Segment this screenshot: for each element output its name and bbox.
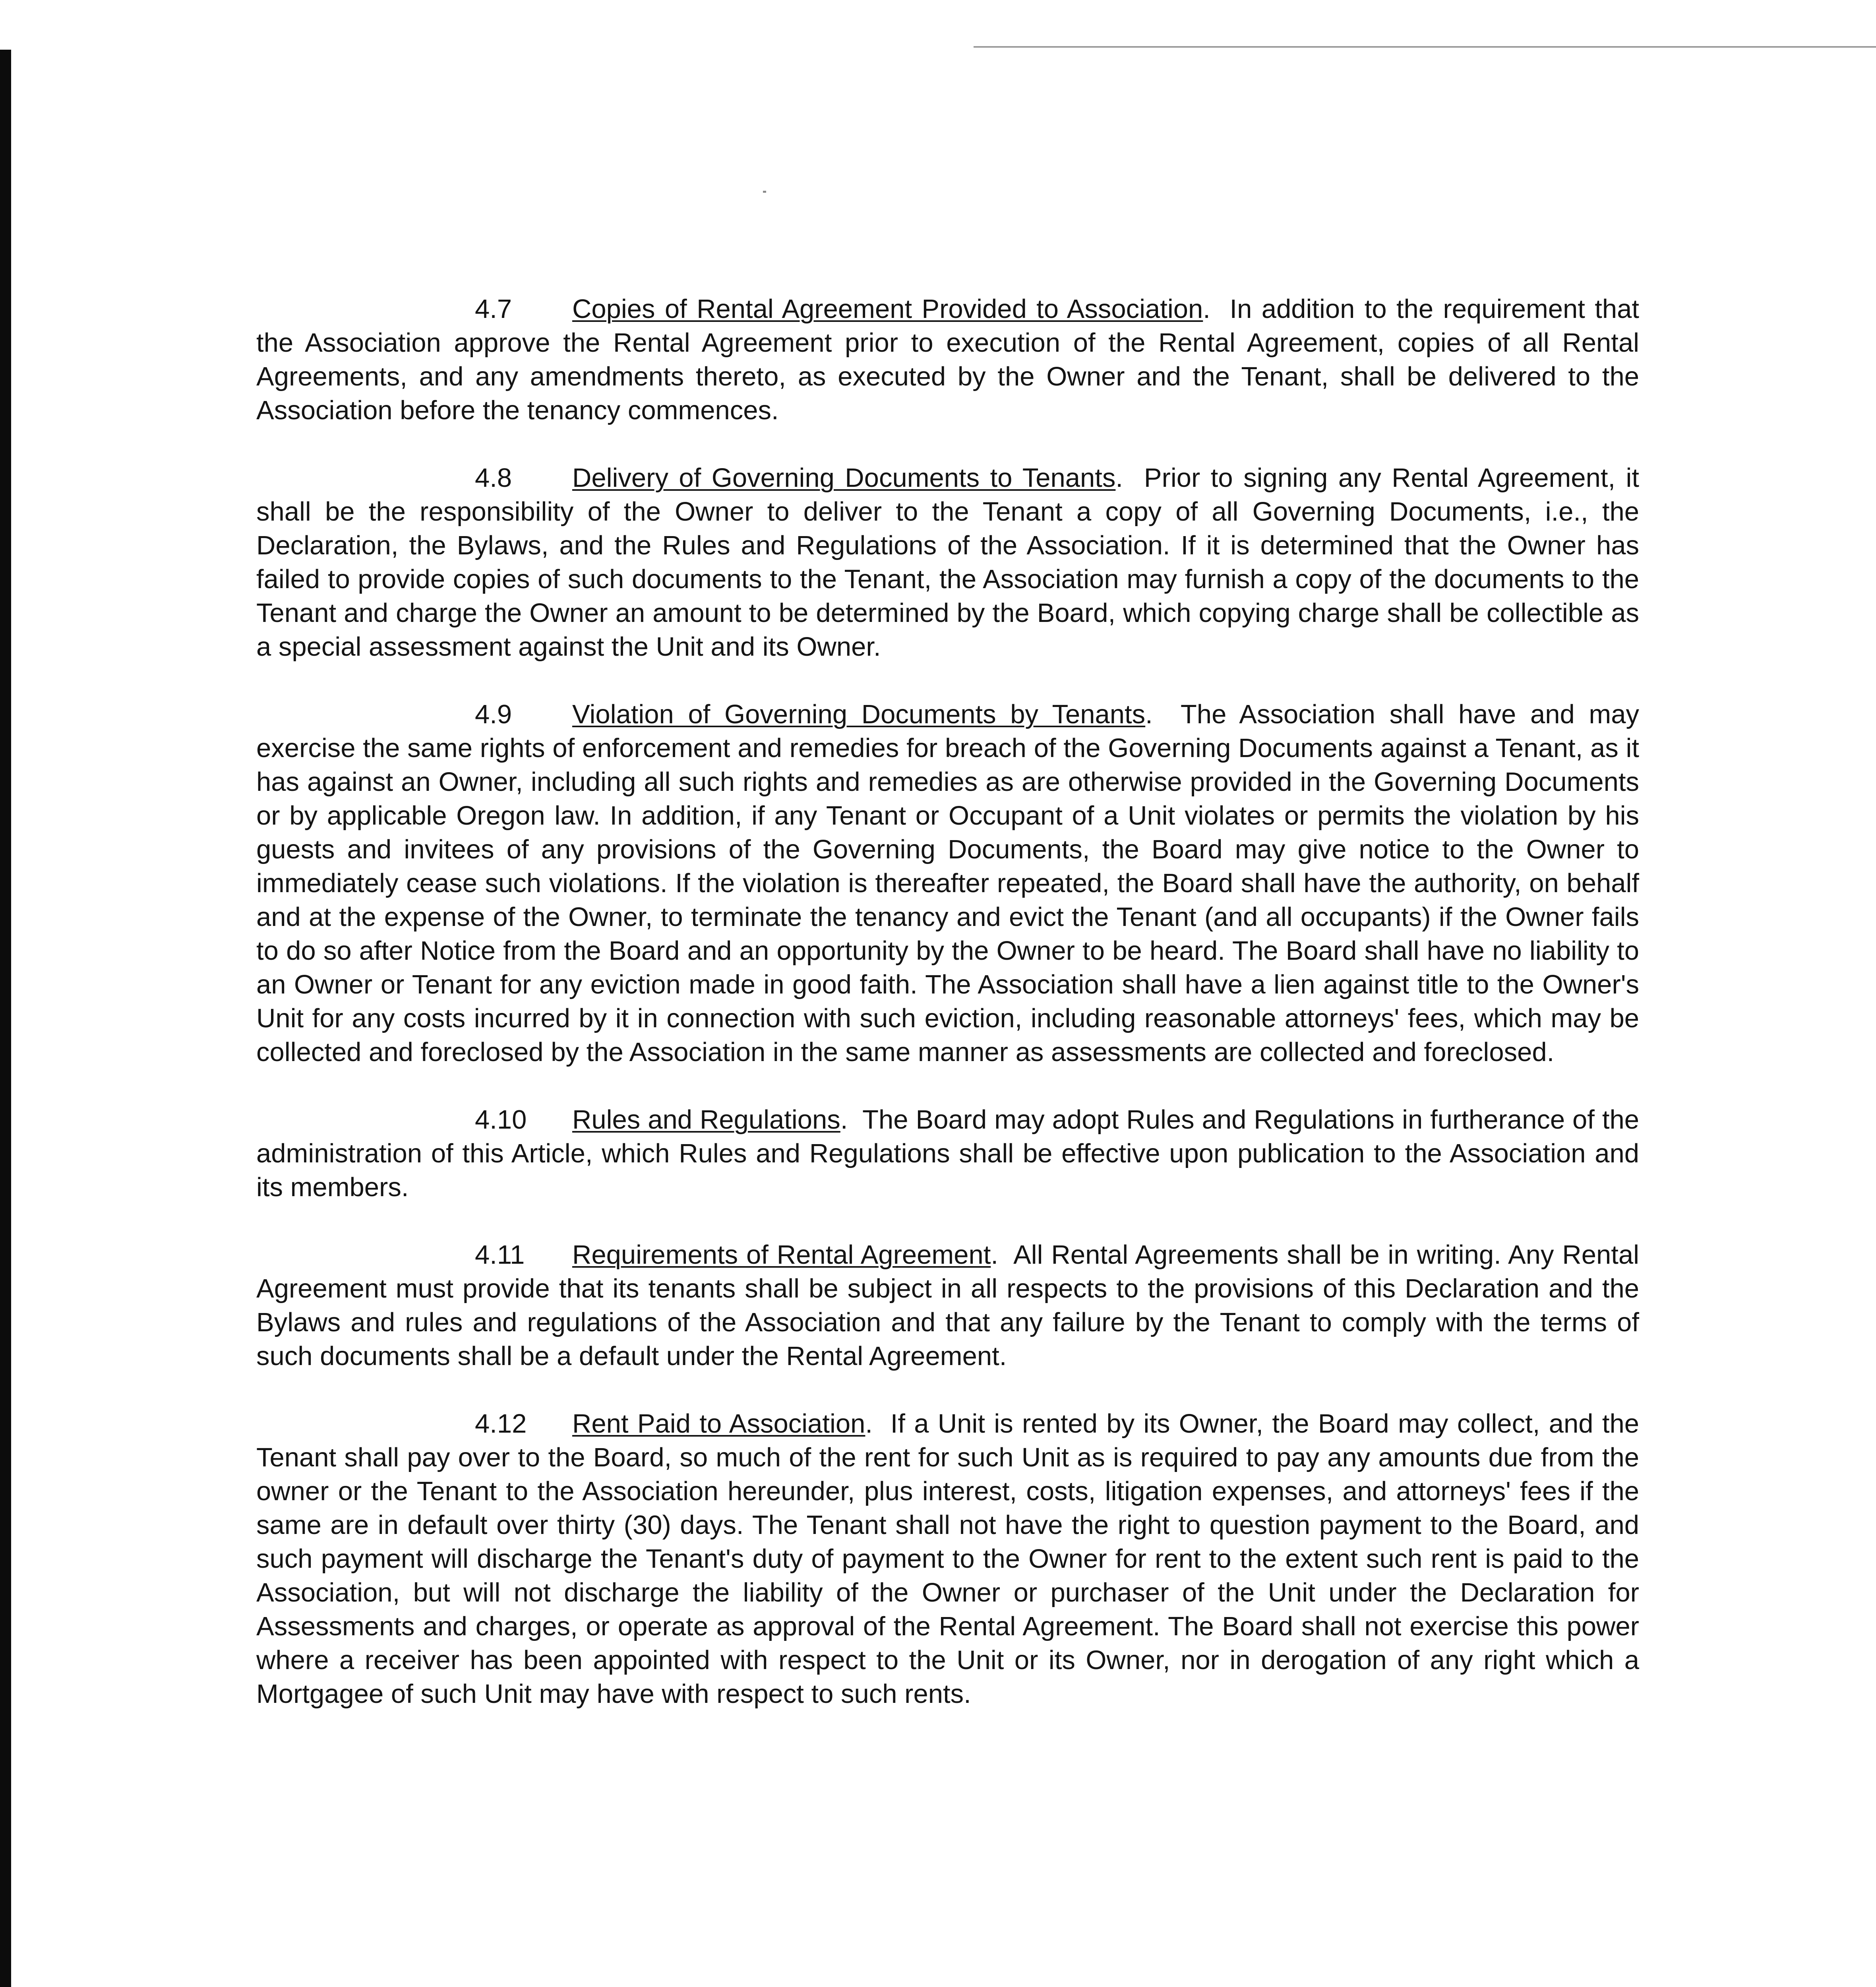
section-number: 4.12 [475, 1409, 527, 1439]
section-4-10: 4.10 Rules and Regulations. The Board may adopt Rules and Regulations in furtherance of the administration of this Article, which Rules and Regulations shall be effective upon publication to the Association and its members. [256, 1103, 1639, 1204]
section-title: Copies of Rental Agreement Provided to Association [572, 294, 1203, 324]
section-text: In addition to the requirement that the Association approve the Rental Agreement prior to execution of the Rental Agreement, copies of all Rental Agreements, and any amendments thereto, as executed by the Owner and the Tenant, shall be delivered to the Association before the tenancy commences. [256, 294, 1639, 425]
section-4-8: 4.8 Delivery of Governing Documents to Tenants. Prior to signing any Rental Agreement, it shall be the responsibility of the Owner to deliver to the Tenant a copy of all Governing Documents, i.e., the Declaration, the Bylaws, and the Rules and Regulations of the Association. If it is determined that the Owner has failed to provide copies of such documents to the Tenant, the Association may furnish a copy of the documents to the Tenant and charge the Owner an amount to be determined by the Board, which copying charge shall be collectible as a special assessment against the Unit and its Owner. [256, 461, 1639, 664]
section-text: The Board may adopt Rules and Regulations in furtherance of the administration of this Article, which Rules and Regulations shall be effective upon publication to the Association and its members. [256, 1105, 1640, 1202]
section-text: Prior to signing any Rental Agreement, it shall be the responsibility of the Owner to deliver to the Tenant a copy of all Governing Documents, i.e., the Declaration, the Bylaws, and the Rules and Regulations of the Association. If it is determined that the Owner has failed to provide copies of such documents to the Tenant, the Association may furnish a copy of the documents to the Tenant and charge the Owner an amount to be determined by the Board, which copying charge shall be collectible as a special assessment against the Unit and its Owner. [256, 463, 1639, 662]
section-title: Rent Paid to Association [572, 1409, 865, 1439]
section-number: 4.7 [475, 294, 512, 324]
section-title: Rules and Regulations [572, 1105, 840, 1135]
section-text: The Association shall have and may exercise the same rights of enforcement and remedies for breach of the Governing Documents against a Tenant, as it has against an Owner, including all such rights and remedies as are otherwise provided in the Governing Documents or by applicable Oregon law. In addition, if any Tenant or Occupant of a Unit violates or permits the violation by his guests and invitees of any provisions of the Governing Documents, the Board may give notice to the Owner to immediately cease such violations. If the violation is thereafter repeated, the Board shall have the authority, on behalf and at the expense of the Owner, to terminate the tenancy and evict the Tenant (and all occupants) if the Owner fails to do so after Notice from the Board and an opportunity by the Owner to be heard. The Board shall have no liability to an Owner or Tenant for any eviction made in good faith. The Association shall have a lien against title to the Owner's Unit for any costs incurred by it in connection with such eviction, including reasonable attorneys' fees, which may be collected and foreclosed by the Association in the same manner as assessments are collected and foreclosed. [256, 699, 1639, 1067]
section-number: 4.8 [475, 463, 512, 493]
scan-rule-top [974, 46, 1876, 48]
section-number: 4.10 [475, 1105, 527, 1135]
section-text: All Rental Agreements shall be in writing. Any Rental Agreement must provide that its tenants shall be subject in all respects to the provisions of this Declaration and the Bylaws and rules and regulations of the Association and that any failure by the Tenant to comply with the terms of such documents shall be a default under the Rental Agreement. [256, 1240, 1640, 1371]
section-4-11: 4.11 Requirements of Rental Agreement. All Rental Agreements shall be in writing. Any Rental Agreement must provide that its tenants shall be subject in all respects to the provisions of this Declaration and the Bylaws and rules and regulations of the Association and that any failure by the Tenant to comply with the terms of such documents shall be a default under the Rental Agreement. [256, 1238, 1639, 1373]
scan-edge-left [0, 50, 11, 1987]
section-4-12: 4.12 Rent Paid to Association. If a Unit is rented by its Owner, the Board may collect, and the Tenant shall pay over to the Board, so much of the rent for such Unit as is required to pay any amounts due from the owner or the Tenant to the Association hereunder, plus interest, costs, litigation expenses, and attorneys' fees if the same are in default over thirty (30) days. The Tenant shall not have the right to question payment to the Board, and such payment will discharge the Tenant's duty of payment to the Owner for rent to the extent such rent is paid to the Association, but will not discharge the liability of the Owner or purchaser of the Unit under the Declaration for Assessments and charges, or operate as approval of the Rental Agreement. The Board shall not exercise this power where a receiver has been appointed with respect to the Unit or its Owner, nor in derogation of any right which a Mortgagee of such Unit may have with respect to such rents. [256, 1407, 1639, 1711]
section-title: Violation of Governing Documents by Tenants [572, 699, 1146, 729]
section-title: Requirements of Rental Agreement [572, 1240, 991, 1270]
section-text: If a Unit is rented by its Owner, the Board may collect, and the Tenant shall pay over to the Board, so much of the rent for such Unit as is required to pay any amounts due from the owner or the Tenant to the Association hereunder, plus interest, costs, litigation expenses, and attorneys' fees if the same are in default over thirty (30) days. The Tenant shall not have the right to question payment to the Board, and such payment will discharge the Tenant's duty of payment to the Owner for rent to the extent such rent is paid to the Association, but will not discharge the liability of the Owner or purchaser of the Unit under the Declaration for Assessments and charges, or operate as approval of the Rental Agreement. The Board shall not exercise this power where a receiver has been appointed with respect to the Unit or its Owner, nor in derogation of any right which a Mortgagee of such Unit may have with respect to such rents. [256, 1409, 1639, 1709]
section-4-7: 4.7 Copies of Rental Agreement Provided to Association. In addition to the requirement that the Association approve the Rental Agreement prior to execution of the Rental Agreement, copies of all Rental Agreements, and any amendments thereto, as executed by the Owner and the Tenant, shall be delivered to the Association before the tenancy commences. [256, 292, 1639, 427]
section-number: 4.11 [475, 1240, 525, 1270]
scan-speck [763, 191, 766, 193]
section-4-9: 4.9 Violation of Governing Documents by Tenants. The Association shall have and may exercise the same rights of enforcement and remedies for breach of the Governing Documents against a Tenant, as it has against an Owner, including all such rights and remedies as are otherwise provided in the Governing Documents or by applicable Oregon law. In addition, if any Tenant or Occupant of a Unit violates or permits the violation by his guests and invitees of any provisions of the Governing Documents, the Board may give notice to the Owner to immediately cease such violations. If the violation is thereafter repeated, the Board shall have the authority, on behalf and at the expense of the Owner, to terminate the tenancy and evict the Tenant (and all occupants) if the Owner fails to do so after Notice from the Board and an opportunity by the Owner to be heard. The Board shall have no liability to an Owner or Tenant for any eviction made in good faith. The Association shall have a lien against title to the Owner's Unit for any costs incurred by it in connection with such eviction, including reasonable attorneys' fees, which may be collected and foreclosed by the Association in the same manner as assessments are collected and foreclosed. [256, 697, 1639, 1069]
section-number: 4.9 [475, 699, 512, 729]
document-body [256, 292, 1639, 1745]
section-title: Delivery of Governing Documents to Tenants [572, 463, 1116, 493]
